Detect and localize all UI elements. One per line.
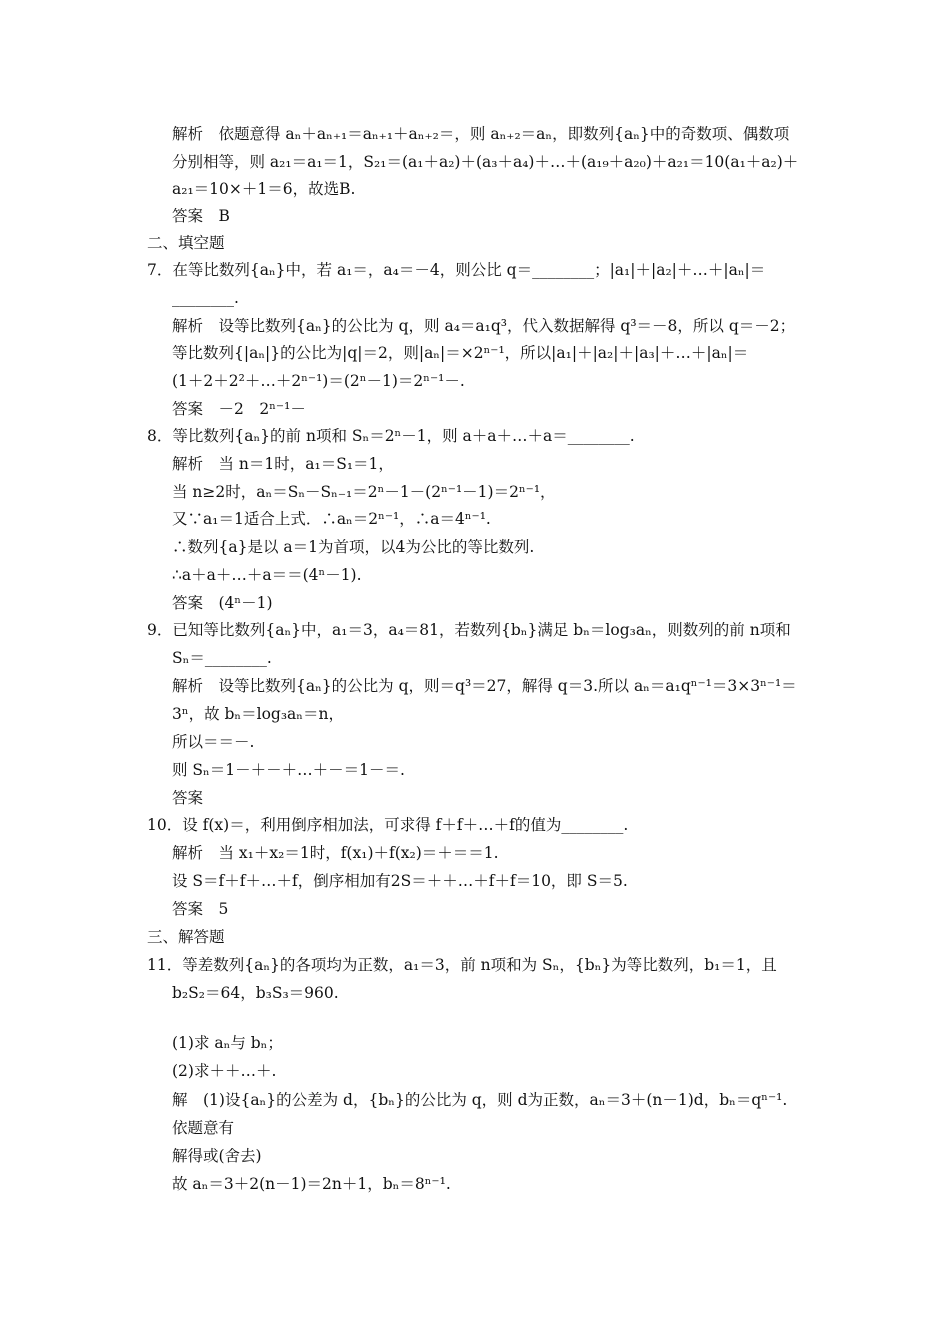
question-line: 9．已知等比数列{aₙ}中，a₁＝3，a₄＝81，若数列{bₙ}满足 bₙ＝log₃aₙ，则数列的前 n项和 [147, 621, 791, 639]
text-line: (1＋2＋2²＋…＋2ⁿ⁻¹)＝(2ⁿ－1)＝2ⁿ⁻¹－. [172, 372, 465, 390]
text-line: 所以＝＝－. [172, 733, 255, 751]
text-line: 解析 设等比数列{aₙ}的公比为 q，则 a₄＝a₁q³，代入数据解得 q³＝－8，所以 q＝－2； [172, 317, 796, 335]
text-line: 3ⁿ，故 bₙ＝log₃aₙ＝n， [172, 705, 344, 723]
text-line: (2)求＋＋…＋. [172, 1062, 277, 1080]
text-line: 解析 设等比数列{aₙ}的公比为 q，则＝q³＝27，解得 q＝3.所以 aₙ＝a₁qⁿ⁻¹＝3×3ⁿ⁻¹＝ [172, 677, 797, 695]
text-line: (1)求 aₙ与 bₙ； [172, 1034, 283, 1052]
question-line: 7．在等比数列{aₙ}中，若 a₁＝，a₄＝－4，则公比 q＝________；|a₁|＋|a₂|＋…＋|aₙ|＝ [147, 261, 766, 279]
text-line: 当 n≥2时，aₙ＝Sₙ－Sₙ₋₁＝2ⁿ－1－(2ⁿ⁻¹－1)＝2ⁿ⁻¹， [172, 483, 556, 501]
section-heading: 三、解答题 [147, 928, 225, 946]
text-line: 解析 依题意得 aₙ＋aₙ₊₁＝aₙ₊₁＋aₙ₊₂＝，则 aₙ₊₂＝aₙ，即数列{aₙ}中的奇数项、偶数项 [172, 125, 790, 143]
text-line: 答案 B [172, 207, 230, 225]
text-line: 故 aₙ＝3＋2(n－1)＝2n＋1，bₙ＝8ⁿ⁻¹. [172, 1175, 451, 1193]
answer-line: 答案 [172, 789, 204, 807]
text-line: ∴a＋a＋…＋a＝＝(4ⁿ－1). [172, 566, 362, 584]
text-line: Sₙ＝________. [172, 649, 272, 667]
section-heading: 二、填空题 [147, 234, 225, 252]
answer-line: 答案 5 [172, 900, 229, 918]
text-line: 又∵a₁＝1适合上式．∴aₙ＝2ⁿ⁻¹，∴a＝4ⁿ⁻¹. [172, 510, 491, 528]
text-line: 等比数列{|aₙ|}的公比为|q|＝2，则|aₙ|＝×2ⁿ⁻¹，所以|a₁|＋|a₂|＋|a₃|＋…＋|aₙ|＝ [172, 344, 749, 362]
text-line: 依题意有 [172, 1119, 235, 1137]
text-line: 则 Sₙ＝1－＋－＋…＋－＝1－＝. [172, 761, 405, 779]
question-line: 8．等比数列{aₙ}的前 n项和 Sₙ＝2ⁿ－1，则 a＋a＋…＋a＝________. [147, 427, 635, 445]
text-line: 解析 当 n＝1时，a₁＝S₁＝1， [172, 455, 394, 473]
answer-line: 答案 (4ⁿ－1) [172, 594, 273, 612]
question-line: 10．设 f(x)＝，利用倒序相加法，可求得 f＋f＋…＋f的值为________. [147, 816, 629, 834]
text-line: b₂S₂＝64，b₃S₃＝960. [172, 984, 339, 1002]
answer-line: 答案 －2 2ⁿ⁻¹－ [172, 400, 306, 418]
text-line: ________. [172, 289, 239, 307]
text-line: 解 (1)设{aₙ}的公差为 d，{bₙ}的公比为 q，则 d为正数，aₙ＝3＋(n－1)d，bₙ＝qⁿ⁻¹. [172, 1091, 788, 1109]
question-line: 11．等差数列{aₙ}的各项均为正数，a₁＝3，前 n项和为 Sₙ，{bₙ}为等比数列，b₁＝1，且 [147, 956, 777, 974]
text-line: ∴数列{a}是以 a＝1为首项，以4为公比的等比数列. [172, 538, 535, 556]
text-line: 解得或(舍去) [172, 1147, 262, 1165]
text-line: 设 S＝f＋f＋…＋f，倒序相加有2S＝＋＋…＋f＋f＝10，即 S＝5. [172, 872, 628, 890]
text-line: a₂₁＝10×＋1＝6，故选B. [172, 180, 356, 198]
text-line: 解析 当 x₁＋x₂＝1时，f(x₁)＋f(x₂)＝＋＝＝1. [172, 844, 499, 862]
text-line: 分别相等，则 a₂₁＝a₁＝1，S₂₁＝(a₁＋a₂)＋(a₃＋a₄)＋…＋(a₁₉＋a₂₀)＋a₂₁＝10(a₁＋a₂)＋ [172, 153, 799, 171]
